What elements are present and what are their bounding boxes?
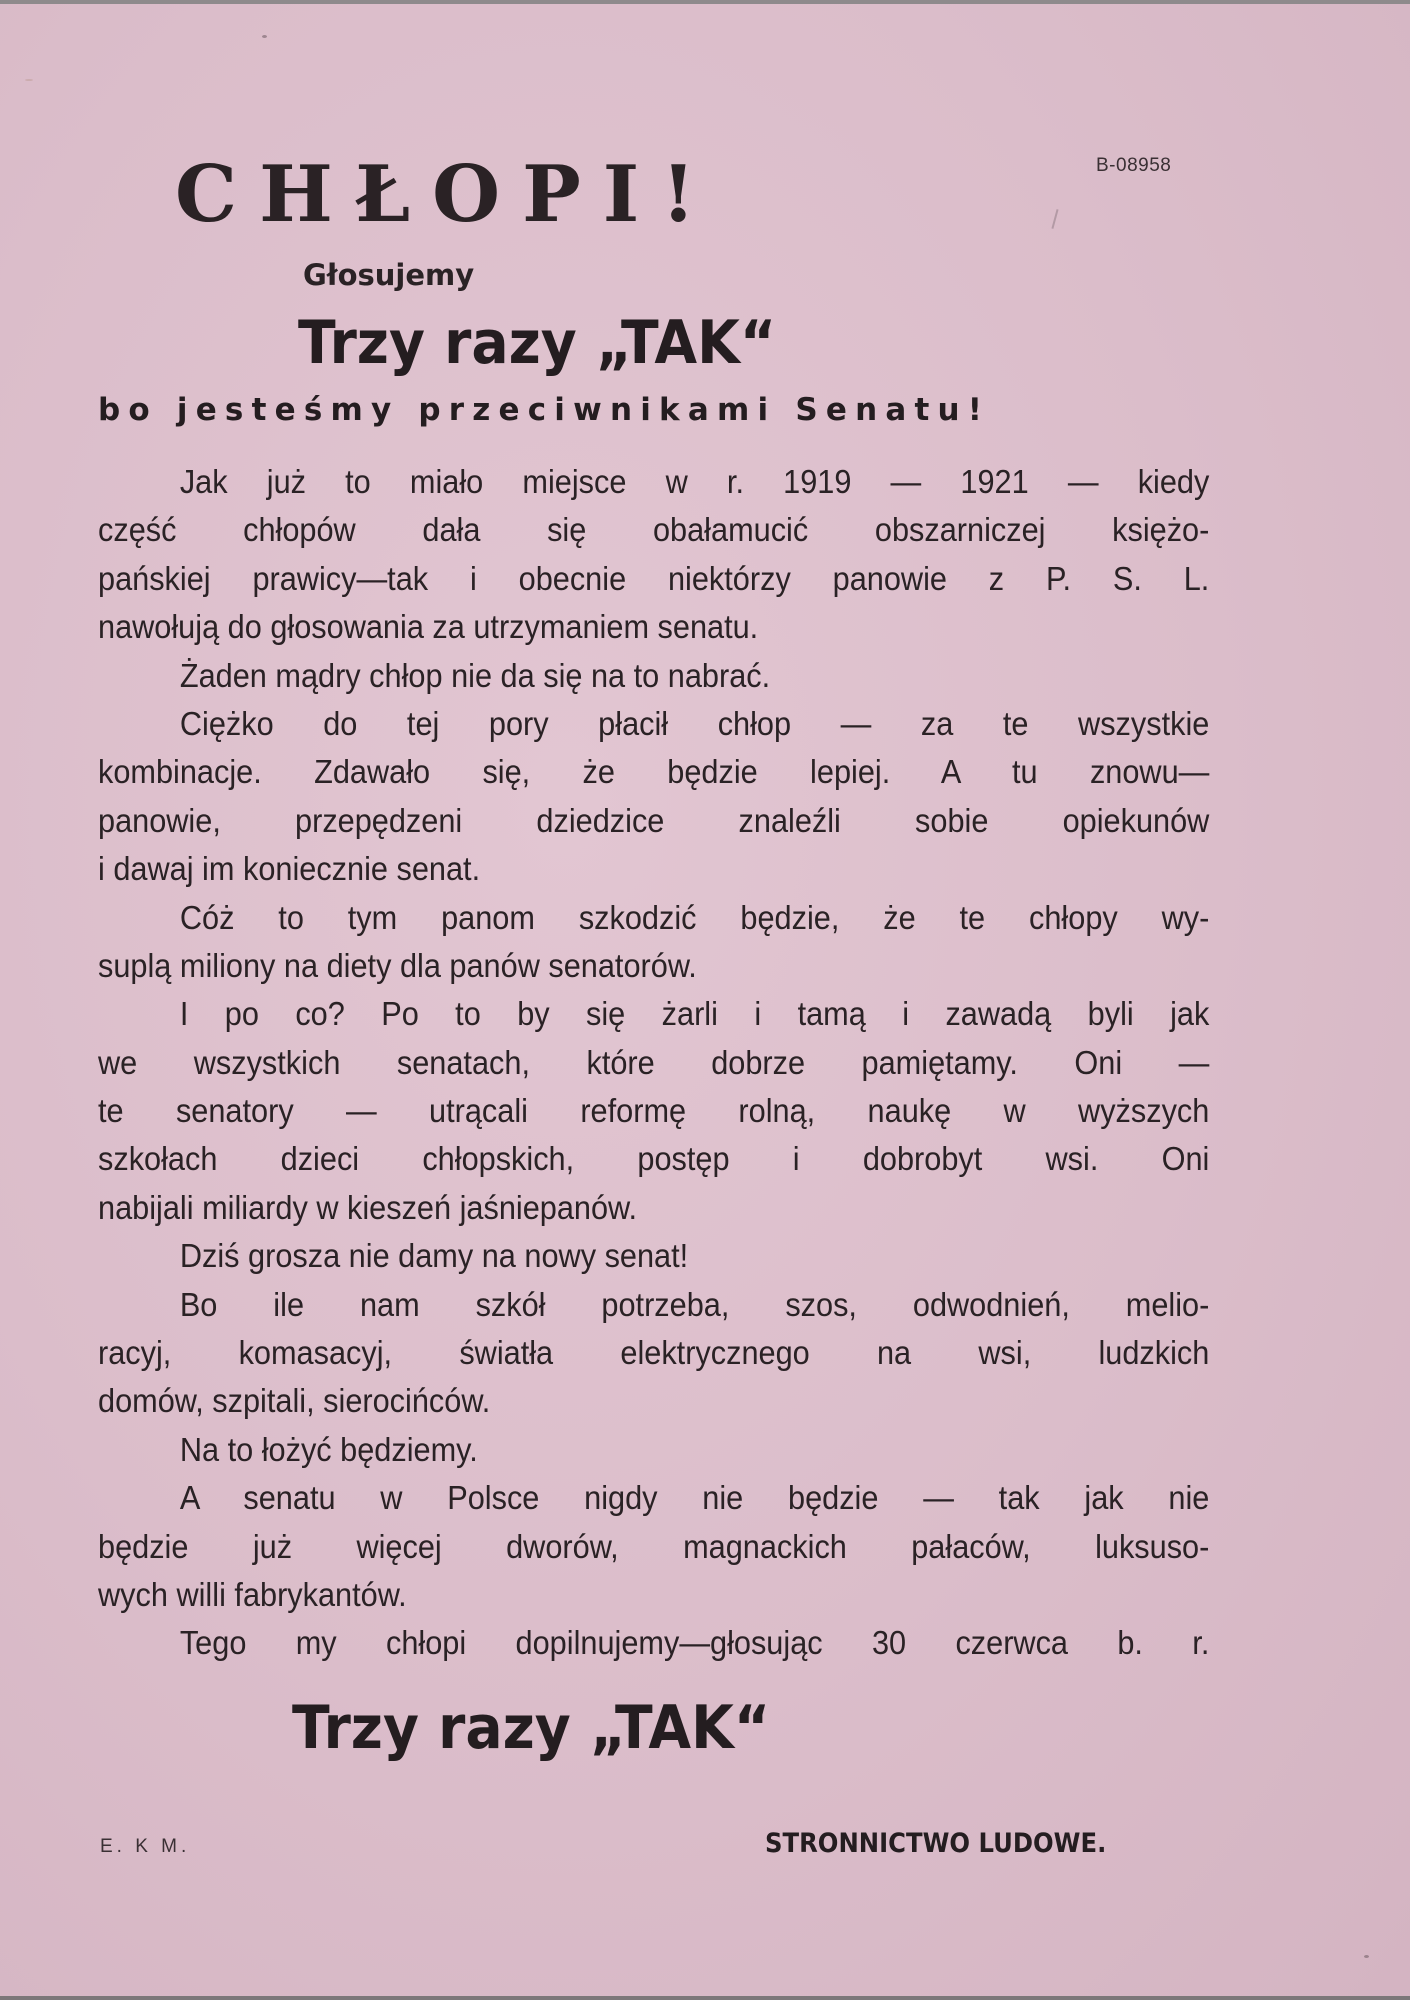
body-line: wych willi fabrykantów. xyxy=(98,1575,407,1613)
party-signature: STRONNICTWO LUDOWE. xyxy=(765,1828,1107,1859)
body-line: suplą miliony na diety dla panów senatorów. xyxy=(98,946,697,984)
tagline: bo jesteśmy przeciwnikami Senatu! xyxy=(98,392,991,428)
body-line: pańskiej prawicy—tak i obecnie niektórzy panowie z P. S. L. xyxy=(98,559,1210,597)
body-line: Tego my chłopi dopilnujemy—głosując 30 czerwca b. r. xyxy=(179,1624,1210,1662)
scan-bottom-edge xyxy=(0,1996,1410,2000)
body-line: będzie już więcej dworów, magnackich pałaców, luksuso- xyxy=(98,1527,1210,1565)
body-line: racyj, komasacyj, światła elektrycznego na wsi, ludzkich xyxy=(98,1334,1210,1372)
body-line: Dziś grosza nie damy na nowy senat! xyxy=(179,1237,689,1275)
body-line: te senatory — utrącali reformę rolną, naukę w wyższych xyxy=(98,1092,1210,1130)
body-line: nawołują do głosowania za utrzymaniem senatu. xyxy=(98,608,759,646)
paper-speck xyxy=(262,35,267,38)
body-text xyxy=(98,458,1210,1668)
pencil-mark xyxy=(1051,209,1058,229)
closing-slogan: Trzy razy „TAK“ xyxy=(292,1693,771,1763)
body-line: panowie, przepędzeni dziedzice znaleźli sobie opiekunów xyxy=(98,801,1210,839)
printer-mark: E. K M. xyxy=(100,1836,191,1857)
body-line: I po co? Po to by się żarli i tamą i zawadą byli jak xyxy=(179,995,1210,1033)
body-line: kombinacje. Zdawało się, że będzie lepiej. A tu znowu— xyxy=(98,753,1210,791)
subheading: Głosujemy xyxy=(303,258,475,292)
body-line: i dawaj im koniecznie senat. xyxy=(98,850,481,888)
body-line: Bo ile nam szkół potrzeba, szos, odwodnień, melio- xyxy=(179,1285,1210,1323)
catalog-number: B-08958 xyxy=(1096,155,1172,176)
body-line: część chłopów dała się obałamucić obszarniczej księżo- xyxy=(98,511,1210,549)
page-title: CHŁOPI! xyxy=(175,149,718,240)
headline: Trzy razy „TAK“ xyxy=(298,308,777,378)
paper-speck xyxy=(1364,1955,1369,1958)
body-line: domów, szpitali, sierocińców. xyxy=(98,1382,491,1420)
body-line: we wszystkich senatach, które dobrze pamiętamy. Oni — xyxy=(98,1043,1210,1081)
body-line: Cóż to tym panom szkodzić będzie, że te chłopy wy- xyxy=(179,898,1210,936)
body-line: szkołach dzieci chłopskich, postęp i dobrobyt wsi. Oni xyxy=(98,1140,1210,1178)
body-line: Ciężko do tej pory płacił chłop — za te wszystkie xyxy=(179,704,1210,742)
body-line: nabijali miliardy w kieszeń jaśniepanów. xyxy=(98,1188,638,1226)
body-line: Jak już to miało miejsce w r. 1919 — 1921 — kiedy xyxy=(179,463,1210,500)
body-line: A senatu w Polsce nigdy nie będzie — tak jak nie xyxy=(179,1479,1210,1517)
paper-speck xyxy=(25,79,33,81)
body-line: Żaden mądry chłop nie da się na to nabrać. xyxy=(179,656,771,694)
body-line: Na to łożyć będziemy. xyxy=(179,1430,478,1468)
